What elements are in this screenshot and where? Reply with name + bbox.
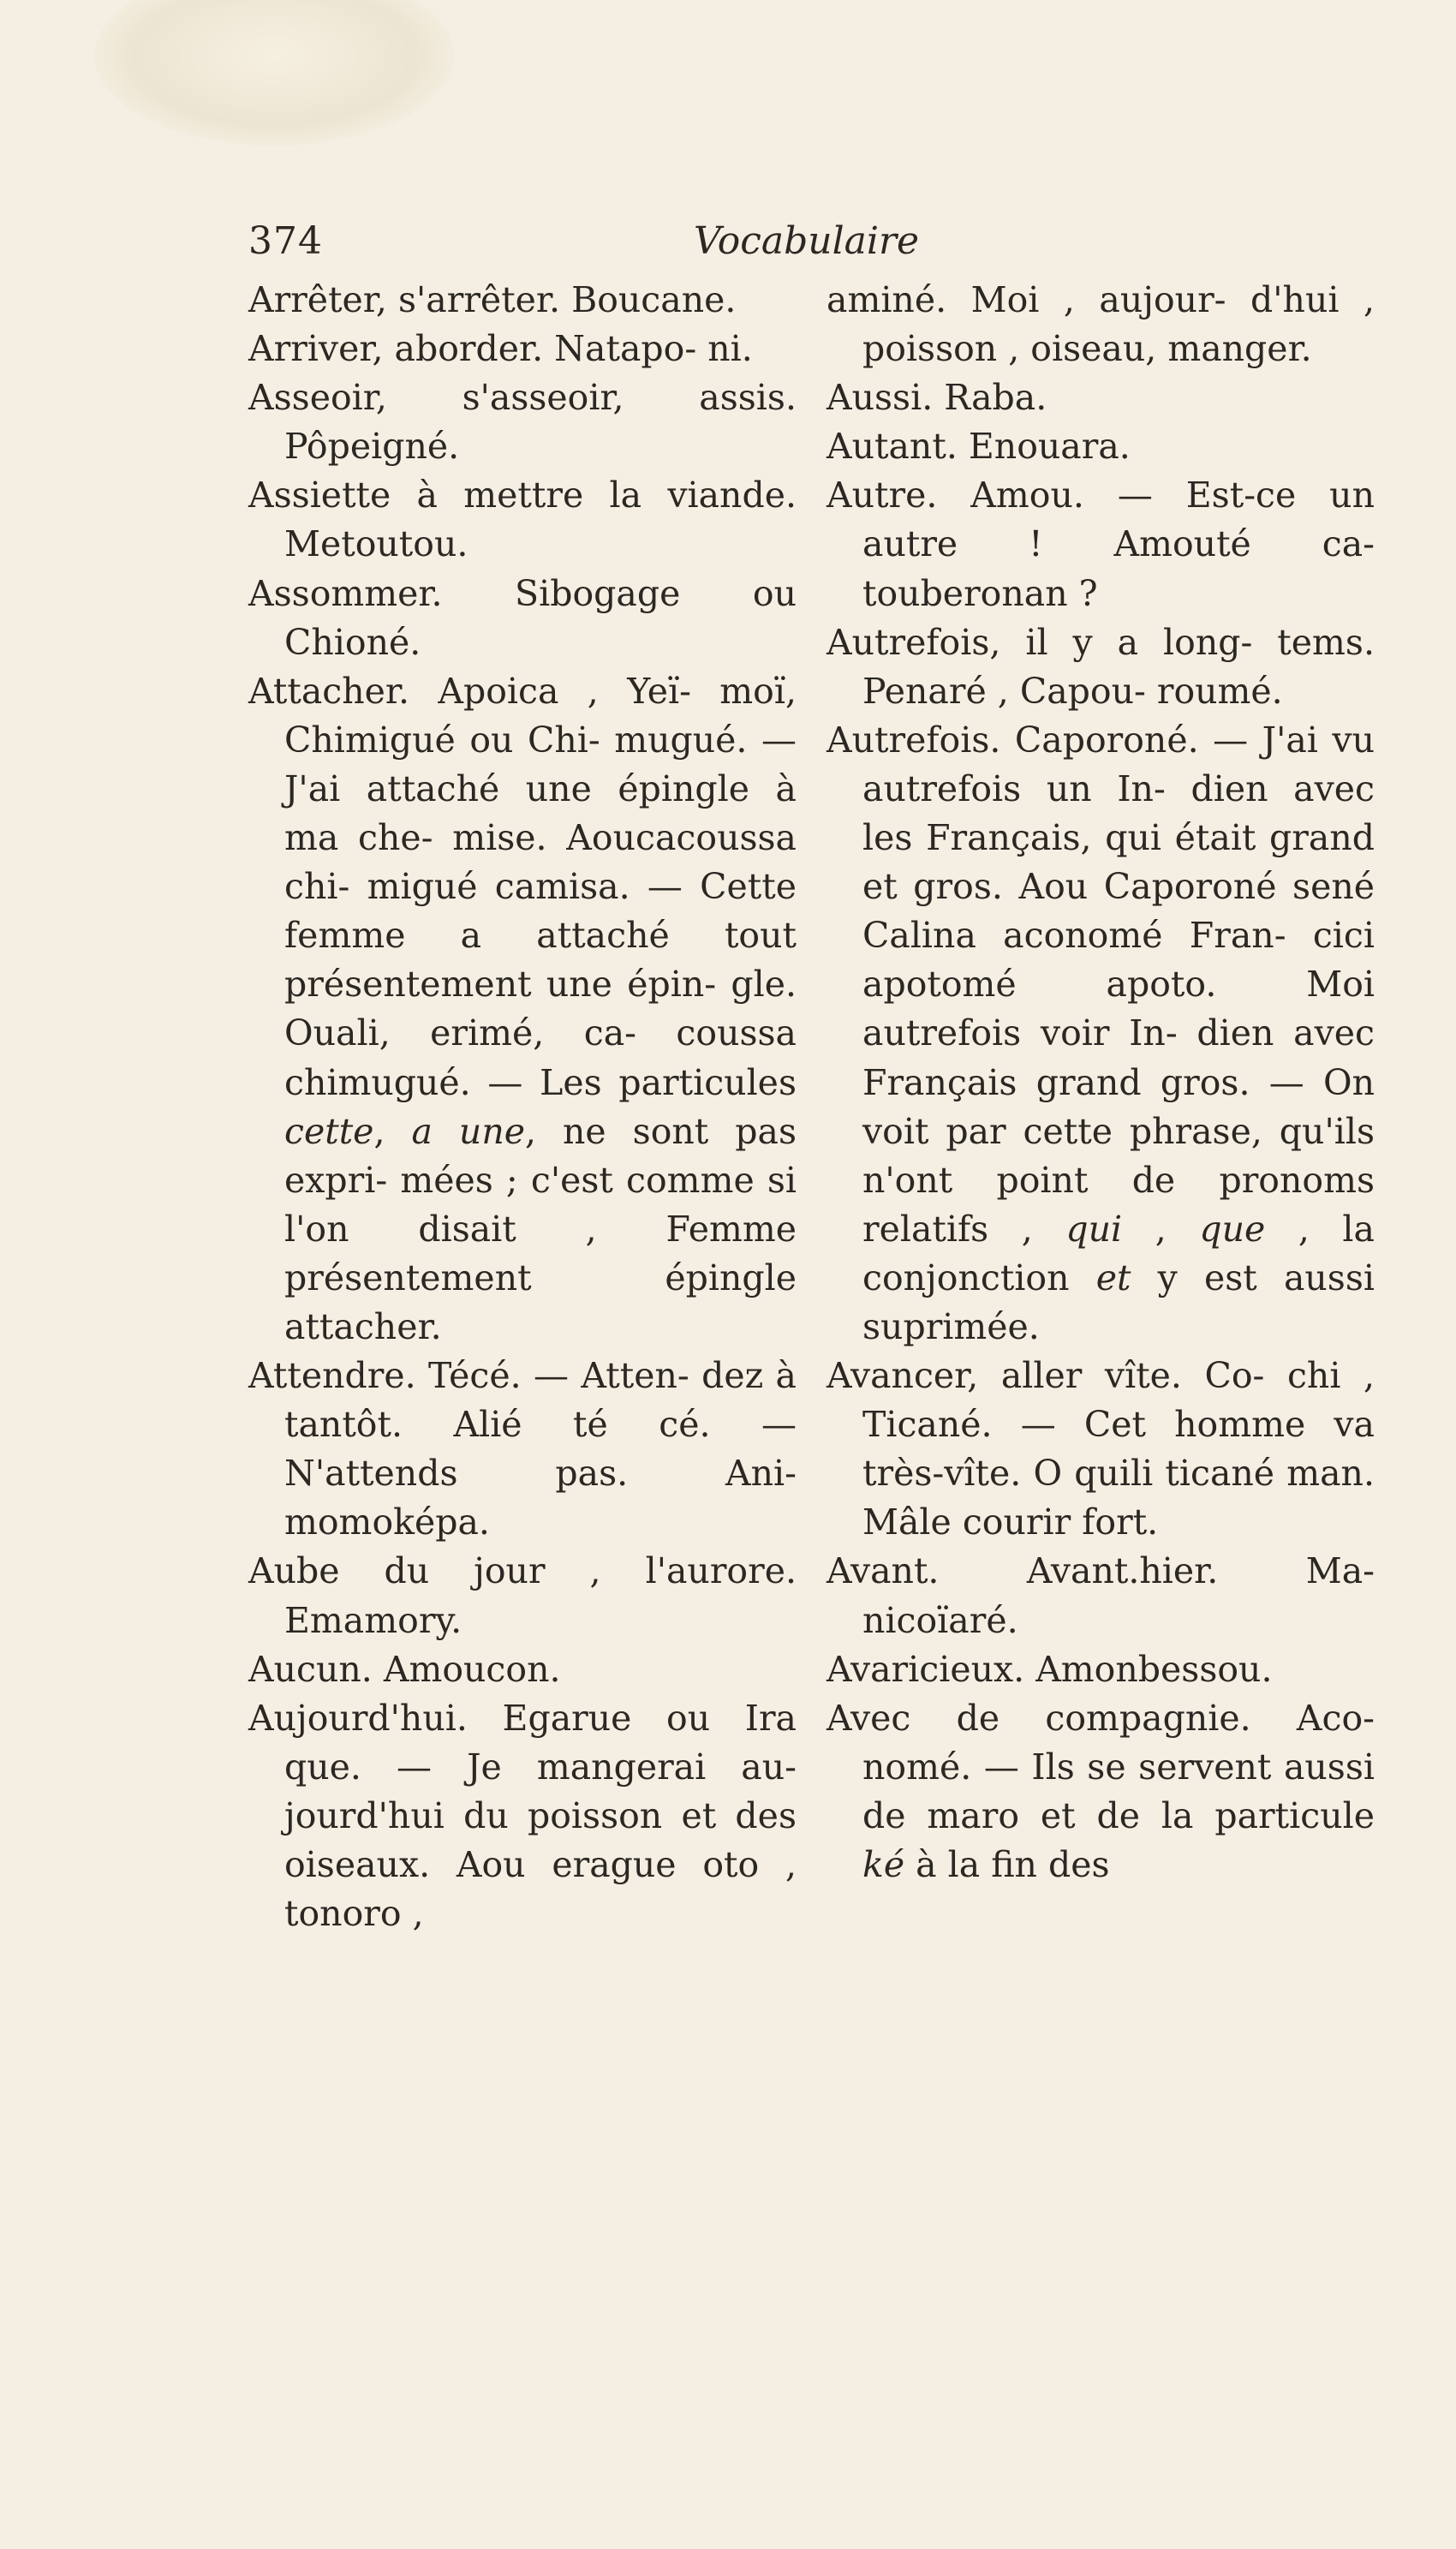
left-column [248, 276, 797, 1938]
dictionary-entry: Avec de compagnie. Aco- nomé. — Ils se servent aussi de maro et de la particule ké à la fin des [826, 1697, 1375, 1885]
dictionary-entry: Autre. Amou. — Est-ce un autre ! Amouté ca- touberonan ? [826, 475, 1375, 614]
dictionary-entry: Autrefois. Caporoné. — J'ai vu autrefois un In- dien avec les Français, qui était grand et gros. Aou Caporoné sené Calina aconomé Fran- cici apotomé apoto. Moi autrefois voir In- dien avec Français grand gros. — On voit par cette phrase, qu'ils n'ont point de pronoms relatifs , qui , que , la conjonction et y est aussi suprimée. [826, 719, 1375, 1347]
right-column [826, 276, 1375, 1889]
dictionary-entry: Assiette à mettre la viande. Metoutou. [248, 475, 797, 565]
running-title: Vocabulaire [694, 219, 920, 263]
dictionary-entry: Arrêter, s'arrêter. Boucane. [248, 279, 737, 320]
dictionary-entry: Aube du jour , l'aurore. Emamory. [248, 1550, 797, 1641]
dictionary-entry: Avancer, aller vîte. Co- chi , Ticané. — Cet homme va très-vîte. O quili ticané man. Mâle courir fort. [826, 1355, 1375, 1543]
dictionary-entry: Attendre. Técé. — Atten- dez à tantôt. Alié té cé. — N'attends pas. Ani- momoképa. [248, 1355, 797, 1543]
dictionary-entry: Asseoir, s'asseoir, assis. Pôpeigné. [248, 377, 797, 468]
page-number: 374 [248, 219, 323, 263]
dictionary-entry: Avaricieux. Amonbessou. [826, 1648, 1273, 1690]
dictionary-entry: Attacher. Apoica , Yeï- moï, Chimigué ou Chi- mugué. — J'ai attaché une épingle à ma che- mise. Aoucacoussa chi- migué camisa. — Cette femme a attaché tout présentement une épin- gle. Ouali, erimé, ca- coussa chimugué. — Les particules cette, a une, ne sont pas expri- mées ; c'est comme si l'on disait , Femme présentement épingle attacher. [248, 670, 797, 1347]
dictionary-entry: Autrefois, il y a long- tems. Penaré , Capou- roumé. [826, 621, 1375, 712]
dictionary-entry: Aujourd'hui. Egarue ou Ira que. — Je mangerai au- jourd'hui du poisson et des oiseaux. Aou erague oto , tonoro , [248, 1697, 797, 1935]
dictionary-entry: aminé. Moi , aujour- d'hui , poisson , oiseau, manger. [826, 279, 1375, 370]
dictionary-entry: Avant. Avant.hier. Ma- nicoïaré. [826, 1550, 1375, 1641]
dictionary-entry: Aucun. Amoucon. [248, 1648, 561, 1690]
dictionary-entry: Aussi. Raba. [826, 377, 1047, 419]
dictionary-entry: Arriver, aborder. Natapo- ni. [248, 328, 753, 370]
dictionary-entry: Assommer. Sibogage ou Chioné. [248, 572, 797, 663]
dictionary-entry: Autant. Enouara. [826, 426, 1131, 468]
paper-stain [94, 0, 454, 146]
page-header [248, 219, 1208, 279]
